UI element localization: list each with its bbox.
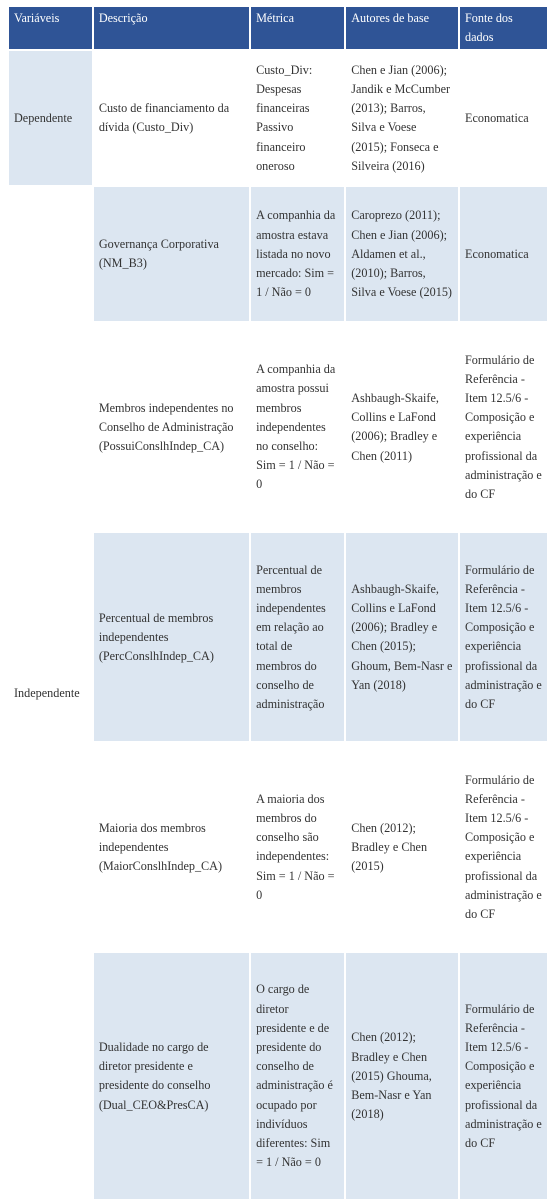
cell-autores: Caroprezo (2011); Chen e Jian (2006); Aldamen et al., (2010); Barros, Silva e Voese (2015) (346, 187, 458, 321)
cell-descricao: Dualidade no cargo de diretor presidente e presidente do conselho (Dual_CEO&PresCA) (94, 953, 249, 1199)
cell-metrica: A companhia da amostra possui membros independentes no conselho: Sim = 1 / Não = 0 (251, 323, 344, 531)
table-row (9, 51, 547, 185)
cell-metrica: Custo_Div: Despesas financeiras Passivo financeiro oneroso (251, 51, 344, 185)
cell-metrica: O cargo de diretor presidente e de presidente do conselho de administração é ocupado por indivíduos diferentes: Sim = 1 / Não = 0 (251, 953, 344, 1199)
variables-table (7, 5, 549, 1201)
cell-descricao: Percentual de membros independentes (PercConslhIndep_CA) (94, 533, 249, 741)
cell-descricao: Governança Corporativa (NM_B3) (94, 187, 249, 321)
cell-fonte: Formulário de Referência - Item 12.5/6 - Composição e experiência profissional da administração e do CF (460, 743, 547, 951)
table-header-row (9, 7, 547, 49)
header-autores: Autores de base (346, 7, 458, 49)
header-descricao: Descrição (94, 7, 249, 49)
cell-fonte: Economatica (460, 51, 547, 185)
cell-fonte: Economatica (460, 187, 547, 321)
group-dependente: Dependente (9, 51, 92, 185)
cell-autores: Chen (2012); Bradley e Chen (2015) Ghouma, Bem-Nasr e Yan (2018) (346, 953, 458, 1199)
cell-fonte: Formulário de Referência - Item 12.5/6 - Composição e experiência profissional da administração e do CF (460, 953, 547, 1199)
cell-metrica: A companhia da amostra estava listada no novo mercado: Sim = 1 / Não = 0 (251, 187, 344, 321)
cell-autores: Chen e Jian (2006); Jandik e McCumber (2013); Barros, Silva e Voese (2015); Fonseca e Silveira (2016) (346, 51, 458, 185)
group-independente: Independente (9, 187, 92, 1199)
cell-fonte: Formulário de Referência - Item 12.5/6 - Composição e experiência profissional da administração e do CF (460, 533, 547, 741)
cell-descricao: Custo de financiamento da dívida (Custo_Div) (94, 51, 249, 185)
cell-autores: Chen (2012); Bradley e Chen (2015) (346, 743, 458, 951)
cell-autores: Ashbaugh-Skaife, Collins e LaFond (2006); Bradley e Chen (2011) (346, 323, 458, 531)
header-fonte: Fonte dos dados (460, 7, 547, 49)
cell-descricao: Membros independentes no Conselho de Administração (PossuiConslhIndep_CA) (94, 323, 249, 531)
cell-fonte: Formulário de Referência - Item 12.5/6 - Composição e experiência profissional da administração e do CF (460, 323, 547, 531)
header-variaveis: Variáveis (9, 7, 92, 49)
header-metrica: Métrica (251, 7, 344, 49)
cell-metrica: Percentual de membros independentes em relação ao total de membros do conselho de administração (251, 533, 344, 741)
cell-metrica: A maioria dos membros do conselho são independentes: Sim = 1 / Não = 0 (251, 743, 344, 951)
cell-autores: Ashbaugh-Skaife, Collins e LaFond (2006); Bradley e Chen (2015); Ghoum, Bem-Nasr e Yan (2018) (346, 533, 458, 741)
cell-descricao: Maioria dos membros independentes (MaiorConslhIndep_CA) (94, 743, 249, 951)
table-row (9, 187, 547, 321)
